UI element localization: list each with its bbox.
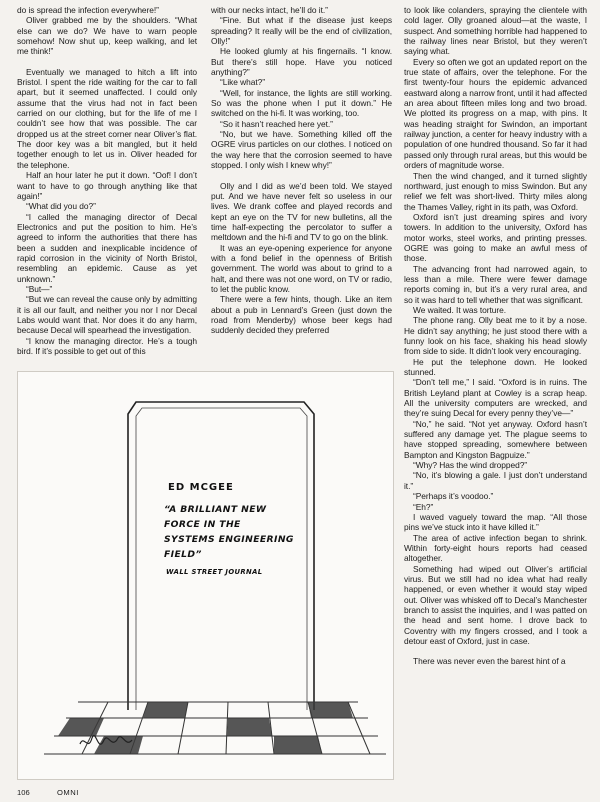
paragraph: It was an eye-opening experience for anyone with a fond belief in the openness of British government. The world was about to grind to a halt, and there was not one word, on TV or radio, to let the public know.	[211, 242, 392, 294]
paragraph: There were a few hints, though. Like an item about a pub in Lennard’s Green (just down the road from Menderby) whose beer kegs had suddenly decided they preferred	[211, 294, 392, 336]
paragraph: The area of active infection began to shrink. Within forty-eight hours reports had ceased altogether.	[404, 532, 587, 564]
paragraph: Olly and I did as we’d been told. We stayed put. And we have never felt so useless in our lives. We drank coffee and played records and kept an eye on the TV for new bulletins, all the time half-expecting the percolator to suffer a meltdown and the hi-fi and TV to go on the blink.	[211, 180, 392, 243]
paragraph: “I called the managing director of Decal Electronics and put the position to him. He’s agreed to inform the authorities that there has been a sudden and inexplicable incidence of rapid corrosion in the vicinity of North Bristol, resembling an epidemic. Cause as yet unknown.”	[17, 211, 197, 284]
paragraph: Eventually we managed to hitch a lift into Bristol. I spent the ride waiting for the car to fall apart, but it seemed unaffected. I could only assume that the virus had not in fact been carried on our clothing, but for the life of me I couldn’t see how that was possible. The car dropped us at the street corner near Oliver’s flat. The door key was a bit mangled, but it held together enough to let us in. Oliver headed for the telephone.	[17, 66, 197, 170]
paragraph: “I know the managing director. He’s a tough bird. If it’s possible to get out of this	[17, 335, 197, 356]
paragraph: I waved vaguely toward the map. “All those pins we’ve stuck into it have killed it.”	[404, 511, 587, 533]
paragraph: He looked glumly at his fingernails. “I know. But there’s still hope. Have you noticed anything?”	[211, 46, 392, 78]
paragraph: We waited. It was torture.	[413, 304, 507, 315]
paragraph: “But we can reveal the cause only by admitting it is all our fault, and neither you nor I nor Decal Labs would want that. Nor does it do any harm, because Decal will spearhead the investigation.	[17, 294, 197, 336]
floor-shading	[58, 702, 353, 754]
paragraph: “Eh?”	[413, 501, 434, 512]
door-quote-source: WALL STREET JOURNAL	[166, 568, 263, 576]
text-column-2	[211, 5, 392, 336]
paragraph: to look like colanders, spraying the clientele with cold lager. Olly groaned aloud—at the waste, I suspect. And something horrible had happened to the railway lines near Bristol, but they weren’t saying what.	[404, 5, 587, 57]
paragraph: “No,” he said. “Not yet anyway. Oxford hasn’t suffered any damage yet. The plague seems to have stopped spreading, somewhere between Bampton and Kingston Bagpuize.”	[404, 418, 587, 460]
magazine-name: OMNI	[57, 788, 79, 797]
paragraph: Half an hour later he put it down. “Oof! I don’t want to have to go through anything like that again!”	[17, 170, 197, 201]
paragraph: “So it hasn’t reached here yet.”	[220, 118, 333, 129]
paragraph: “What did you do?”	[26, 201, 96, 212]
paragraph: Oliver grabbed me by the shoulders. “What else can we do? We have to warn people somehow! Now shut up, keep walking, and let me think!”	[17, 15, 197, 57]
paragraph: “No, it’s blowing a gale. I just don’t understand it.”	[404, 470, 587, 491]
paragraph: “Fine. But what if the disease just keeps spreading? It really will be the end of civilization, Olly!”	[211, 15, 392, 47]
page-number: 106	[17, 788, 30, 797]
paragraph: “Well, for instance, the lights are still working. So was the phone when I put it down.” He switched on the hi-fi. It was working, too.	[211, 87, 392, 119]
paragraph: “Perhaps it’s voodoo.”	[413, 491, 494, 502]
paragraph: Then the wind changed, and it turned slightly northward, just enough to miss Swindon. But any relief we felt was short-lived. Thirty miles along the Thames Valley, right in its path, was Oxford.	[404, 170, 587, 212]
paragraph: Oxford isn’t just dreaming spires and ivory towers. In addition to the university, Oxford has motor works, steel works, and printing presses. OGRE was going to make an awful mess of those.	[404, 211, 587, 264]
door-name-plate: ED MCGEE	[168, 482, 234, 493]
door-quote-text: “A BRILLIANT NEW FORCE IN THE SYSTEMS ENGINEERING FIELD”	[164, 504, 294, 560]
paragraph: Every so often we got an updated report on the true state of affairs, over the telephone. For the first twenty-four hours the epidemic advanced eastward along a narrow front, until it had affected an area about fifteen miles long and two broad. We plotted its progress on a map, with pins. It was heading straight for Swindon, an important railway junction, a center for heavy industry with a population of one hundred thousand. So far it had passed only through rural areas, but this would be orders of magnitude worse.	[404, 56, 588, 171]
paragraph: “Like what?”	[220, 77, 266, 88]
paragraph: There was never even the barest hint of a	[413, 656, 566, 667]
paragraph: “No, but we have. Something killed off the OGRE virus particles on our clothes. I noticed on the way here that the corrosion seemed to have stopped. I only wish I knew why!”	[211, 129, 392, 171]
paragraph: “Why? Has the wind dropped?”	[413, 460, 528, 471]
paragraph: “Don’t tell me,” I said. “Oxford is in ruins. The British Leyland plant at Cowley is a scrap heap. All the university computers are wrecked, and they’re suing Decal for every penny they’ve—”	[404, 377, 587, 419]
paragraph: Something had wiped out Oliver’s artificial virus. But we still had no idea what had really happened, or even whether it would stay wiped out. Oliver was whisked off to Decal’s Manchester branch to assist the inquiries, and I was patted on the head and sent home. I drove back to Coventry with my fingers crossed, and I took a detour east of Oxford, just in case.	[404, 563, 587, 646]
paragraph: “But—”	[26, 283, 53, 294]
paragraph: He put the telephone down. He looked stunned.	[404, 356, 587, 378]
paragraph: The advancing front had narrowed again, to less than a mile. There were fewer damage reports coming in, but it’s a very rural area, and so it was hard to tell whether that was significant.	[404, 263, 587, 305]
text-column-1	[17, 5, 197, 356]
text-column-3	[404, 5, 587, 667]
paragraph: do is spread the infection everywhere!”	[17, 5, 159, 15]
paragraph: with our necks intact, he’ll do it.”	[211, 5, 328, 15]
paragraph: The phone rang. Olly beat me to it by a nose. He didn’t say anything; he just stood there with a funny look on his face, shaking his head slowly from side to side. It didn’t look very encouraging.	[404, 315, 587, 357]
cartoon-illustration	[17, 371, 394, 780]
